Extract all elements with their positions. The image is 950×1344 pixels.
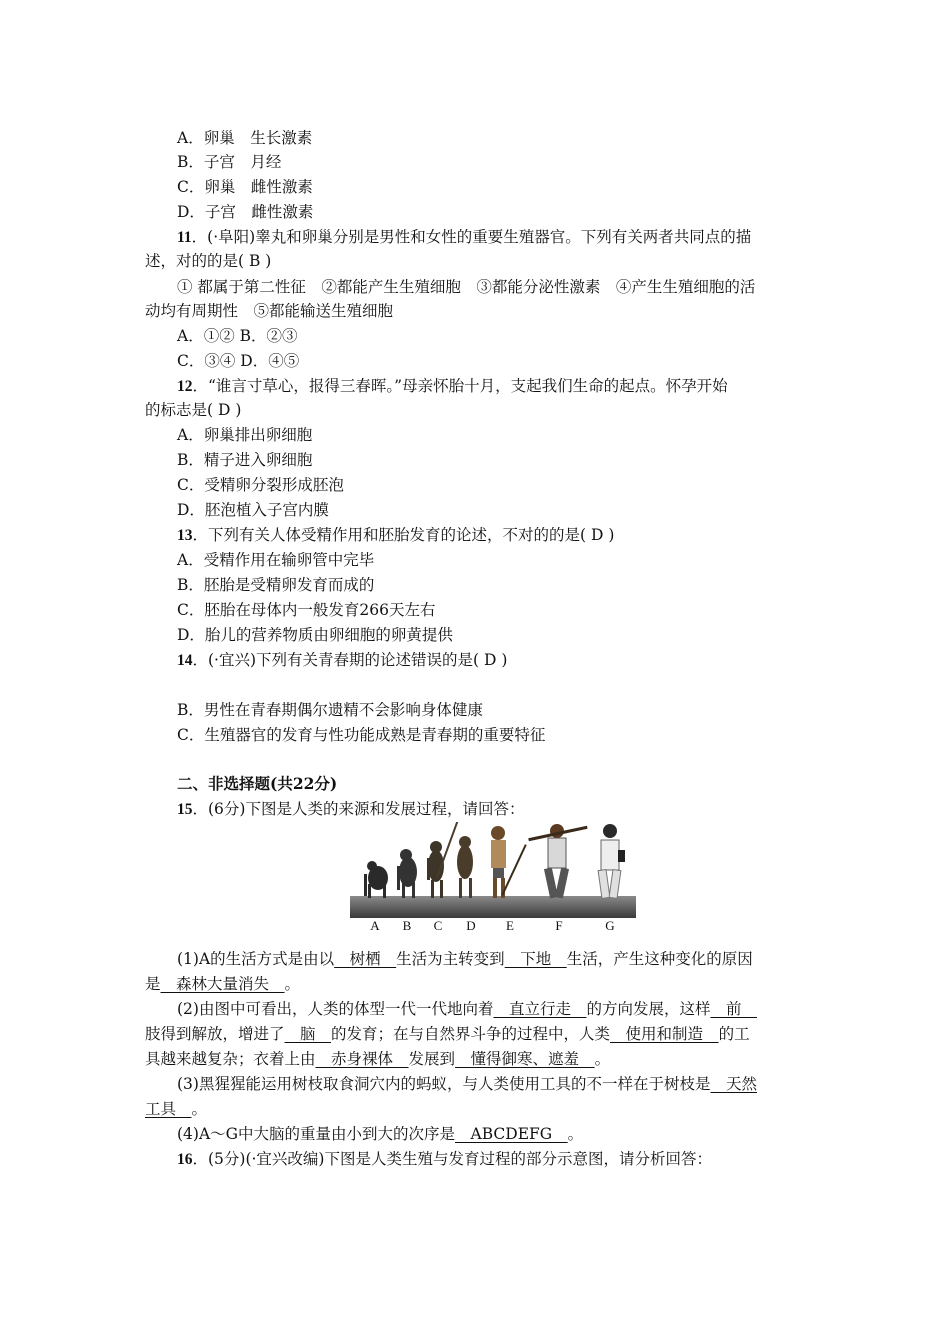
q13-stem-text: ．下列有关人体受精作用和胚胎发育的论述，不对的的是( D ) bbox=[192, 526, 615, 544]
q13-number: 13 bbox=[177, 527, 193, 544]
q16-stem-text: ．(5分)(·宜兴改编)下图是人类生殖与发育过程的部分示意图，请分析回答： bbox=[192, 1150, 712, 1168]
q16-number: 16 bbox=[177, 1151, 193, 1168]
q12-option-a: A．卵巢排出卵细胞 bbox=[177, 426, 313, 444]
q11-stem-line2: 述，对的的是( B ) bbox=[145, 252, 272, 270]
q12-stem-line1: ．“谁言寸草心，报得三春晖。”母亲怀胎十月，支起我们生命的起点。怀孕开始 bbox=[192, 377, 728, 395]
q11-options-row1: A．①② B．②③ bbox=[177, 327, 298, 345]
q14-stem-text: ．(·宜兴)下列有关青春期的论述错误的是( D ) bbox=[192, 651, 508, 669]
answer-blank: 森林大量消失 bbox=[160, 975, 285, 993]
q13-option-a: A．受精作用在输卵管中完毕 bbox=[177, 551, 375, 569]
q12-option-b: B．精子进入卵细胞 bbox=[177, 451, 313, 469]
figure-b-ape bbox=[397, 849, 417, 898]
figure-label-a: A bbox=[370, 918, 380, 933]
q11-stem-line1: 睾丸和卵巢分别是男性和女性的重要生殖器官。下列有关两者共同点的描 bbox=[255, 228, 752, 246]
q11-source: ．(·阜阳) bbox=[191, 228, 256, 246]
q15-part3-line2: 工具 。 bbox=[145, 1100, 208, 1118]
q14-number: 14 bbox=[177, 652, 193, 669]
q13-option-d: D．胎儿的营养物质由卵细胞的卵黄提供 bbox=[177, 626, 453, 644]
answer-blank: 工具 bbox=[145, 1100, 192, 1118]
q16-stem bbox=[177, 1148, 842, 1171]
q11-items-line1: ① 都属于第二性征 ②都能产生生殖细胞 ③都能分泌性激素 ④产生生殖细胞的活 bbox=[177, 278, 756, 296]
answer-blank: ABCDEFG bbox=[455, 1125, 568, 1143]
answer-blank: 前 bbox=[710, 1000, 758, 1018]
section-2-heading: 二、非选择题(共22分) bbox=[177, 774, 338, 793]
answer-blank: 使用和制造 bbox=[610, 1025, 719, 1043]
q14-option-b: B．男性在青春期偶尔遗精不会影响身体健康 bbox=[177, 701, 483, 719]
q13-option-c: C．胚胎在母体内一般发育266天左右 bbox=[177, 601, 436, 619]
q15-part4: (4)A～G中大脑的重量由小到大的次序是 ABCDEFG 。 bbox=[177, 1125, 584, 1143]
q15-stem-text: ．(6分)下图是人类的来源和发展过程，请回答： bbox=[192, 800, 525, 818]
q10-option-b: B．子宫 月经 bbox=[177, 153, 282, 171]
q13-option-b: B．胚胎是受精卵发育而成的 bbox=[177, 576, 375, 594]
answer-blank: 赤身裸体 bbox=[315, 1050, 409, 1068]
q15-part2-line1: (2)由图中可看出，人类的体型一代一代地向着 直立行走 的方向发展，这样 前 bbox=[177, 1000, 758, 1018]
figure-f-human bbox=[528, 824, 587, 899]
q12-number: 12 bbox=[177, 378, 193, 395]
figure-g-modern-human bbox=[598, 824, 625, 898]
q12-option-d: D．胚泡植入子宫内膜 bbox=[177, 501, 329, 519]
q13-stem bbox=[177, 524, 842, 547]
figure-label-c: C bbox=[433, 918, 443, 933]
q14-stem bbox=[177, 649, 842, 672]
answer-blank: 树栖 bbox=[334, 950, 397, 968]
q12-option-c: C．受精卵分裂形成胚泡 bbox=[177, 476, 344, 494]
q14-option-c: C．生殖器官的发育与性功能成熟是青春期的重要特征 bbox=[177, 726, 546, 744]
answer-blank: 脑 bbox=[284, 1025, 332, 1043]
q15-part1-line1: (1)A的生活方式是由以 树栖 生活为主转变到 下地 生活，产生这种变化的原因 bbox=[177, 950, 753, 968]
answer-blank: 天然 bbox=[710, 1075, 757, 1093]
figure-a-ape bbox=[364, 861, 388, 898]
q15-stem bbox=[177, 798, 842, 821]
ground-strip bbox=[350, 896, 636, 918]
q11-number: 11 bbox=[177, 229, 192, 246]
figure-c-hominid bbox=[427, 841, 444, 898]
q11-stem bbox=[177, 226, 842, 249]
q12-stem-line2: 的标志是( D ) bbox=[145, 401, 242, 419]
figure-label-g: G bbox=[605, 918, 615, 933]
figure-e-early-human bbox=[491, 826, 527, 898]
figure-label-b: B bbox=[402, 918, 412, 933]
figure-label-e: E bbox=[506, 918, 514, 933]
answer-blank: 懂得御寒、遮羞 bbox=[455, 1050, 595, 1068]
q15-part2-line2: 肢得到解放，增进了 脑 的发育；在与自然界斗争的过程中，人类 使用和制造 的工 bbox=[145, 1025, 750, 1043]
figure-label-f: F bbox=[555, 918, 563, 933]
q10-option-c: C．卵巢 雌性激素 bbox=[177, 178, 313, 196]
q11-options-row2: C．③④ D．④⑤ bbox=[177, 352, 300, 370]
human-evolution-figure bbox=[348, 822, 638, 934]
q15-part3-line1: (3)黑猩猩能运用树枝取食洞穴内的蚂蚁，与人类使用工具的不一样在于树枝是 天然 bbox=[177, 1075, 757, 1093]
q15-number: 15 bbox=[177, 801, 193, 818]
q15-part2-line3: 具越来越复杂；衣着上由 赤身裸体 发展到 懂得御寒、遮羞 。 bbox=[145, 1050, 611, 1068]
q12-stem bbox=[177, 375, 842, 398]
q10-option-a: A．卵巢 生长激素 bbox=[177, 129, 313, 147]
answer-blank: 直立行走 bbox=[493, 1000, 587, 1018]
q10-option-d: D．子宫 雌性激素 bbox=[177, 203, 314, 221]
q11-items-line2: 动均有周期性 ⑤都能输送生殖细胞 bbox=[145, 302, 394, 320]
figure-label-d: D bbox=[466, 918, 476, 933]
answer-blank: 下地 bbox=[504, 950, 567, 968]
q15-part1-line2: 是 森林大量消失 。 bbox=[145, 975, 301, 993]
